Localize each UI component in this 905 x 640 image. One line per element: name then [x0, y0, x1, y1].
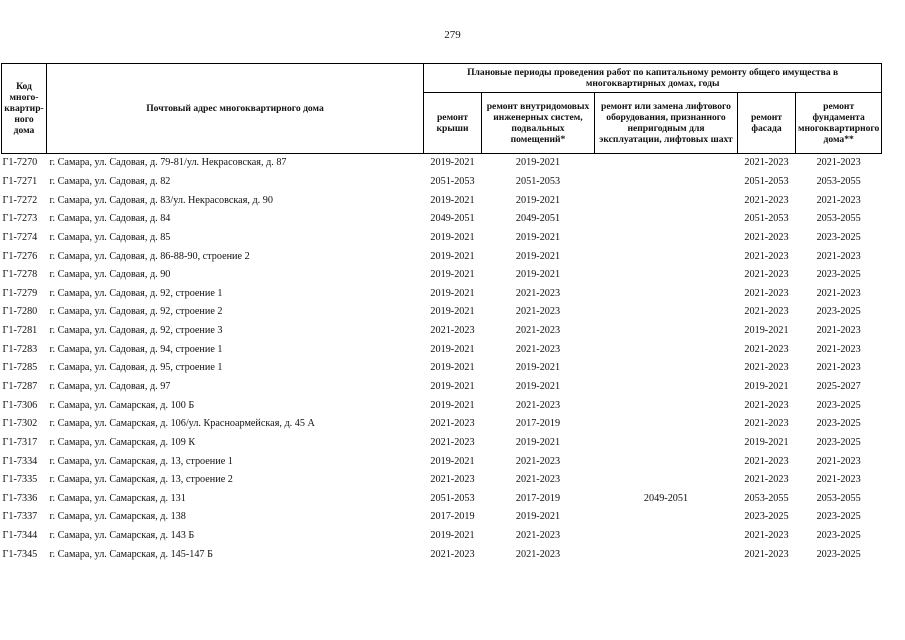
row-facade: 2021-2023	[744, 399, 789, 411]
row-code: Г1-7274	[2, 231, 38, 243]
table-header	[2, 64, 882, 154]
row-facade: 2021-2023	[744, 287, 789, 299]
table-row	[2, 508, 882, 527]
table-row	[2, 284, 882, 303]
table-row	[2, 191, 882, 210]
row-address: г. Самара, ул. Садовая, д. 92, строение 3	[49, 325, 223, 337]
row-code: Г1-7345	[2, 548, 38, 560]
header-foundation: ремонт фундамента многоквартирного дома**	[796, 93, 882, 154]
row-foundation: 2023-2025	[816, 436, 861, 448]
table-row	[2, 340, 882, 359]
row-elevator	[595, 378, 738, 397]
row-foundation: 2021-2023	[816, 194, 861, 206]
row-elevator	[595, 527, 738, 546]
row-address: г. Самара, ул. Самарская, д. 100 Б	[49, 399, 195, 411]
row-engineering: 2021-2023	[515, 325, 561, 337]
row-elevator	[595, 247, 738, 266]
row-address: г. Самара, ул. Самарская, д. 143 Б	[49, 530, 195, 542]
row-roof: 2049-2051	[430, 213, 475, 225]
row-roof: 2021-2023	[430, 474, 475, 486]
row-engineering: 2021-2023	[515, 306, 561, 318]
row-roof: 2021-2023	[430, 548, 475, 560]
row-engineering: 2019-2021	[515, 269, 561, 281]
row-address: г. Самара, ул. Самарская, д. 109 К	[49, 436, 196, 448]
table-row	[2, 452, 882, 471]
table-row	[2, 303, 882, 322]
row-address: г. Самара, ул. Самарская, д. 13, строение 1	[49, 455, 233, 467]
row-foundation: 2053-2055	[816, 213, 861, 225]
table-row	[2, 490, 882, 509]
table-row	[2, 434, 882, 453]
row-code: Г1-7283	[2, 343, 38, 355]
row-foundation: 2025-2027	[816, 381, 861, 392]
row-elevator	[595, 266, 738, 285]
row-elevator	[595, 471, 738, 490]
header-roof: ремонт крыши	[424, 93, 482, 154]
header-periods-group: Плановые периоды проведения работ по капитальному ремонту общего имущества в многоквартирных домах, годы	[424, 64, 882, 93]
row-engineering: 2019-2021	[515, 381, 561, 392]
row-roof: 2019-2021	[430, 381, 475, 392]
row-engineering: 2021-2023	[515, 474, 561, 486]
row-foundation: 2023-2025	[816, 418, 861, 430]
row-foundation: 2021-2023	[816, 343, 861, 355]
row-roof: 2019-2021	[430, 455, 475, 467]
row-engineering: 2021-2023	[515, 530, 561, 542]
row-roof: 2021-2023	[430, 325, 475, 337]
row-code: Г1-7334	[2, 455, 38, 467]
row-engineering: 2019-2021	[515, 511, 561, 523]
row-address: г. Самара, ул. Садовая, д. 95, строение 1	[49, 362, 223, 374]
row-engineering: 2021-2023	[515, 455, 561, 467]
header-facade: ремонт фасада	[738, 93, 796, 154]
row-elevator	[595, 545, 738, 564]
row-code: Г1-7271	[2, 175, 38, 187]
table-row	[2, 173, 882, 192]
row-engineering: 2017-2019	[515, 492, 561, 504]
row-engineering: 2021-2023	[515, 399, 561, 411]
table-row	[2, 247, 882, 266]
row-code: Г1-7344	[2, 530, 38, 542]
row-facade: 2021-2023	[744, 530, 789, 542]
row-roof: 2021-2023	[430, 418, 475, 430]
row-elevator	[595, 434, 738, 453]
row-engineering: 2017-2019	[515, 418, 561, 430]
row-elevator	[595, 173, 738, 192]
row-code: Г1-7335	[2, 474, 38, 486]
row-facade: 2021-2023	[744, 418, 789, 430]
row-engineering: 2021-2023	[515, 548, 561, 560]
row-engineering: 2019-2021	[515, 250, 561, 262]
row-address: г. Самара, ул. Самарская, д. 13, строение 2	[49, 474, 233, 486]
row-elevator	[595, 359, 738, 378]
header-code: Код много-квартир-ного дома	[2, 64, 47, 154]
row-code: Г1-7279	[2, 287, 38, 299]
row-address: г. Самара, ул. Садовая, д. 82	[49, 175, 171, 187]
row-facade: 2021-2023	[744, 306, 789, 318]
row-facade: 2021-2023	[744, 343, 789, 355]
row-facade: 2051-2053	[744, 175, 789, 187]
row-elevator	[595, 340, 738, 359]
row-code: Г1-7302	[2, 418, 38, 430]
row-address: г. Самара, ул. Садовая, д. 84	[49, 213, 171, 225]
row-address: г. Самара, ул. Самарская, д. 138	[49, 511, 186, 523]
table-row	[2, 266, 882, 285]
row-elevator: 2049-2051	[643, 492, 689, 504]
row-code: Г1-7280	[2, 306, 38, 318]
row-address: г. Самара, ул. Садовая, д. 86-88-90, строение 2	[49, 250, 250, 262]
row-roof: 2019-2021	[430, 399, 475, 411]
row-foundation: 2023-2025	[816, 511, 861, 523]
page-number: 279	[444, 29, 461, 41]
header-engineering: ремонт внутридомовых инженерных систем, подвальных помещений*	[482, 93, 595, 154]
table-row	[2, 545, 882, 564]
row-code: Г1-7336	[2, 492, 38, 504]
row-code: Г1-7278	[2, 269, 38, 281]
row-foundation: 2053-2055	[816, 492, 861, 504]
table-row	[2, 154, 882, 173]
row-code: Г1-7317	[2, 436, 38, 448]
row-engineering: 2019-2021	[515, 194, 561, 206]
row-roof: 2051-2053	[430, 492, 475, 504]
row-foundation: 2023-2025	[816, 530, 861, 542]
row-facade: 2021-2023	[744, 474, 789, 486]
row-elevator	[595, 415, 738, 434]
row-roof: 2019-2021	[430, 250, 475, 262]
row-address: г. Самара, ул. Садовая, д. 79-81/ул. Некрасовская, д. 87	[49, 157, 287, 169]
table-row	[2, 471, 882, 490]
row-foundation: 2021-2023	[816, 474, 861, 486]
row-address: г. Самара, ул. Садовая, д. 92, строение 2	[49, 306, 223, 318]
row-code: Г1-7281	[2, 325, 38, 337]
row-code: Г1-7273	[2, 213, 38, 225]
row-elevator	[595, 154, 738, 173]
row-code: Г1-7337	[2, 511, 38, 523]
row-foundation: 2021-2023	[816, 325, 861, 337]
row-address: г. Самара, ул. Садовая, д. 97	[49, 381, 171, 392]
row-foundation: 2053-2055	[816, 175, 861, 187]
row-foundation: 2023-2025	[816, 269, 861, 281]
row-engineering: 2021-2023	[515, 287, 561, 299]
row-foundation: 2023-2025	[816, 231, 861, 243]
row-facade: 2021-2023	[744, 250, 789, 262]
row-roof: 2019-2021	[430, 362, 475, 374]
row-foundation: 2021-2023	[816, 362, 861, 374]
row-elevator	[595, 303, 738, 322]
row-facade: 2021-2023	[744, 269, 789, 281]
row-foundation: 2021-2023	[816, 157, 861, 169]
row-facade: 2051-2053	[744, 213, 789, 225]
row-code: Г1-7287	[2, 381, 38, 392]
row-address: г. Самара, ул. Самарская, д. 106/ул. Красноармейская, д. 45 А	[49, 418, 315, 430]
row-address: г. Самара, ул. Садовая, д. 90	[49, 269, 171, 281]
row-roof: 2017-2019	[430, 511, 475, 523]
row-foundation: 2023-2025	[816, 399, 861, 411]
row-facade: 2019-2021	[744, 325, 789, 337]
row-roof: 2019-2021	[430, 530, 475, 542]
row-elevator	[595, 229, 738, 248]
row-code: Г1-7270	[2, 157, 38, 169]
row-foundation: 2021-2023	[816, 455, 861, 467]
row-elevator	[595, 508, 738, 527]
row-code: Г1-7272	[2, 194, 38, 206]
row-engineering: 2019-2021	[515, 231, 561, 243]
row-code: Г1-7276	[2, 250, 38, 262]
row-foundation: 2021-2023	[816, 287, 861, 299]
row-facade: 2021-2023	[744, 362, 789, 374]
row-roof: 2019-2021	[430, 343, 475, 355]
table-row	[2, 396, 882, 415]
row-facade: 2019-2021	[744, 436, 789, 448]
table-row	[2, 415, 882, 434]
table-body	[2, 154, 882, 565]
table-row	[2, 378, 882, 397]
row-facade: 2021-2023	[744, 455, 789, 467]
row-facade: 2019-2021	[744, 381, 789, 392]
row-code: Г1-7306	[2, 399, 38, 411]
row-address: г. Самара, ул. Самарская, д. 131	[49, 492, 186, 504]
table-row	[2, 359, 882, 378]
row-address: г. Самара, ул. Садовая, д. 83/ул. Некрасовская, д. 90	[49, 194, 273, 206]
row-address: г. Самара, ул. Садовая, д. 94, строение 1	[49, 343, 223, 355]
row-elevator	[595, 284, 738, 303]
row-address: г. Самара, ул. Самарская, д. 145-147 Б	[49, 548, 213, 560]
row-facade: 2053-2055	[744, 492, 789, 504]
row-facade: 2023-2025	[744, 511, 789, 523]
row-roof: 2019-2021	[430, 157, 475, 169]
row-engineering: 2051-2053	[515, 175, 561, 187]
row-engineering: 2019-2021	[515, 157, 561, 169]
row-facade: 2021-2023	[744, 548, 789, 560]
row-roof: 2051-2053	[430, 175, 475, 187]
row-roof: 2019-2021	[430, 287, 475, 299]
row-facade: 2021-2023	[744, 157, 789, 169]
header-elevator: ремонт или замена лифтового оборудования, признанного непригодным для эксплуатации, лифтовых шахт	[595, 93, 738, 154]
row-engineering: 2049-2051	[515, 213, 561, 225]
row-elevator	[595, 210, 738, 229]
capital-repair-table	[1, 63, 882, 564]
header-address: Почтовый адрес многоквартирного дома	[47, 64, 424, 154]
row-roof: 2019-2021	[430, 194, 475, 206]
row-foundation: 2023-2025	[816, 306, 861, 318]
row-foundation: 2023-2025	[816, 548, 861, 560]
row-roof: 2019-2021	[430, 306, 475, 318]
table-row	[2, 527, 882, 546]
table-row	[2, 210, 882, 229]
row-engineering: 2021-2023	[515, 343, 561, 355]
row-elevator	[595, 191, 738, 210]
row-engineering: 2019-2021	[515, 436, 561, 448]
row-elevator	[595, 322, 738, 341]
row-roof: 2021-2023	[430, 436, 475, 448]
row-facade: 2021-2023	[744, 194, 789, 206]
row-foundation: 2021-2023	[816, 250, 861, 262]
row-elevator	[595, 396, 738, 415]
row-elevator	[595, 452, 738, 471]
row-address: г. Самара, ул. Садовая, д. 92, строение 1	[49, 287, 223, 299]
row-roof: 2019-2021	[430, 269, 475, 281]
table-row	[2, 229, 882, 248]
row-roof: 2019-2021	[430, 231, 475, 243]
row-code: Г1-7285	[2, 362, 38, 374]
row-engineering: 2019-2021	[515, 362, 561, 374]
row-address: г. Самара, ул. Садовая, д. 85	[49, 231, 171, 243]
table-row	[2, 322, 882, 341]
row-facade: 2021-2023	[744, 231, 789, 243]
